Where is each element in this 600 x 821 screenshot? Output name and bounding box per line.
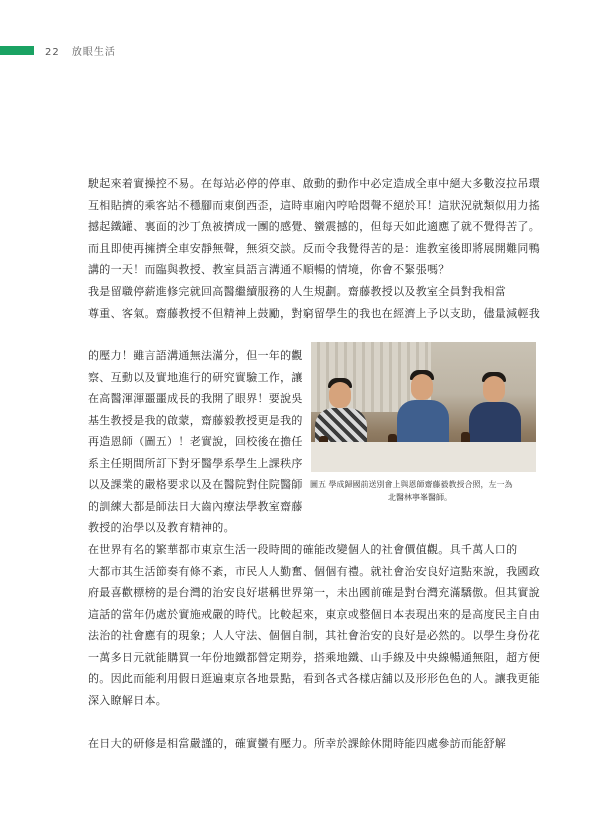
text-line: 系主任期間所訂下對牙醫學系學生上課秩序 — [88, 456, 303, 470]
page-number: 22 — [45, 47, 60, 58]
figure-caption — [310, 478, 550, 504]
text-line: 在高醫渾渾噩噩成長的我開了眼界！要說吳 — [88, 392, 303, 405]
photo-table — [311, 442, 536, 472]
text-line: 尊重、客氣。齋藤教授不但精神上鼓勵，對窮留學生的我也在經濟上予以支助，儘量減輕我 — [88, 306, 540, 320]
paragraph-4 — [88, 733, 506, 755]
section-tab-marker — [0, 46, 34, 55]
text-line: 深入瞭解日本。 — [88, 693, 168, 707]
text-line: 以及課業的嚴格要求以及在醫院對住院醫師 — [88, 478, 303, 491]
text-line: 講的一天！而臨與教授、教室員語言溝通不順暢的情境，你會不緊張嗎？ — [88, 263, 450, 276]
text-line: 的。因此而能利用假日逛遍東京各地景點，看到各式各樣店舖以及形形色色的人。讓我更能 — [88, 672, 540, 685]
paragraph-1 — [88, 173, 540, 281]
section-title: 放眼生活 — [71, 47, 116, 58]
paragraph-3 — [88, 539, 540, 711]
text-line: 再造恩師（圖五）！老實說，回校後在擔任 — [88, 435, 303, 448]
text-line: 大都市其生活節奏有條不紊，市民人人勤奮、個個有禮。就社會治安良好這點來說，我國政 — [88, 564, 540, 578]
text-line: 駛起來着實操控不易。在每站必停的停車、啟動的動作中必定造成全車中絕大多數沒拉吊環 — [88, 177, 540, 190]
text-line: 我是留職停薪進修完就回高醫繼續服務的人生規劃。齋藤教授以及教室全員對我相當 — [88, 285, 507, 298]
caption-line: 北醫林寧峯醫師。 — [388, 493, 452, 502]
paragraph-2-wrapped — [88, 345, 303, 539]
text-line: 基生教授是我的啟蒙，齋藤毅教授更是我的 — [88, 413, 303, 427]
text-line: 府最喜歡標榜的是台灣的治安良好堪稱世界第一，未出國前確是對台灣充滿驕傲。但其實說 — [88, 586, 540, 599]
text-line: 這話的當年仍處於實施戒嚴的時代。比較起來，東京或整個日本表現出來的是高度民主自由 — [88, 607, 540, 621]
text-line: 在日大的研修是相當嚴謹的，確實蠻有壓力。所幸於課餘休閒時能四處參訪而能舒解 — [88, 737, 507, 750]
caption-line: 圖五 學成歸國前送別會上與恩師齋藤毅教授合照，左一為 — [310, 480, 513, 489]
text-line: 的訓練大都是師法日大齒內療法學教室齋藤 — [88, 499, 303, 513]
running-header — [45, 43, 116, 58]
text-line: 察、互動以及實地進行的研究實驗工作，讓 — [88, 370, 303, 384]
text-line: 教授的治學以及教育精神的。 — [88, 521, 235, 534]
paragraph-2 — [88, 281, 540, 324]
text-line: 法治的社會應有的現象；人人守法、個個自制，其社會治安的良好是必然的。以學生身份花 — [88, 629, 540, 642]
text-line: 在世界有名的繁華都市東京生活一段時間的確能改變個人的社會價值觀。具千萬人口的 — [88, 543, 518, 556]
figure-photo — [311, 342, 536, 472]
text-line: 撼起鐵罐、裏面的沙丁魚被擠成一團的感覺、蠻震撼的，但每天如此適應了就不覺得苦了。 — [88, 220, 540, 233]
text-line: 互相貼擠的乘客站不穩腳而東倒西歪，這時車廂內哼哈悶聲不絕於耳！這狀況就類似用力搖 — [88, 198, 540, 212]
text-line: 一萬多日元就能購買一年份地鐵都營定期券，搭乘地鐵、山手線及中央線暢通無阻，超方便 — [88, 650, 540, 664]
text-line: 的壓力！雖言語溝通無法滿分，但一年的觀 — [88, 349, 303, 362]
text-line: 而且即使再擁擠全車安靜無聲，無須交談。反而令我覺得苦的是：進教室後即將展開難同鴨 — [88, 241, 540, 255]
